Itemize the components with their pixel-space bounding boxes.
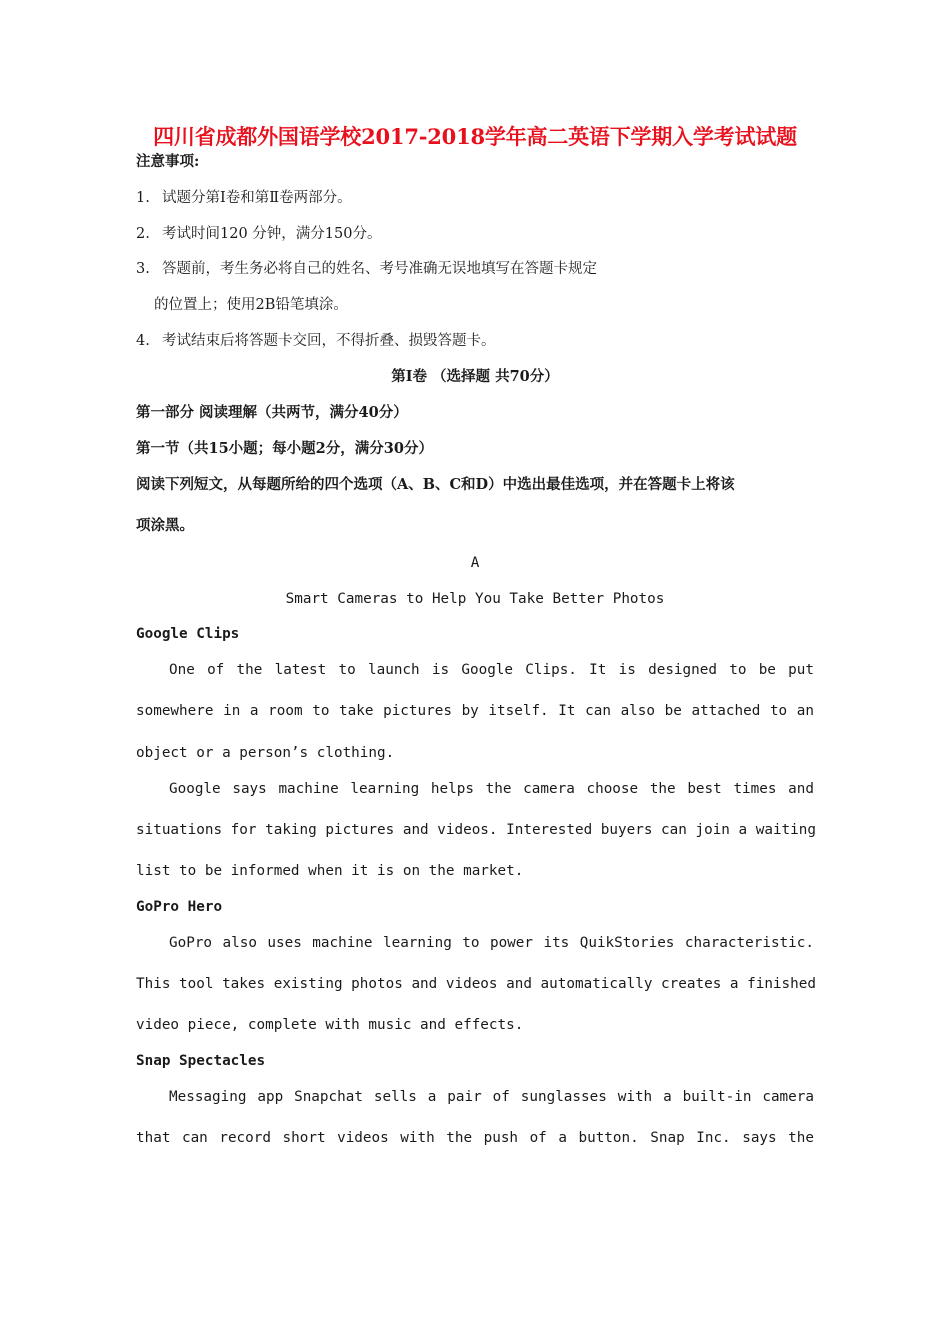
notice-item-number: 3. (136, 261, 150, 277)
notice-heading: 注意事项: (136, 153, 200, 170)
notice-item-3-continued (154, 295, 348, 315)
passage-label: A (470, 555, 480, 571)
notice-item-number: 2. (136, 226, 150, 242)
paragraph-line: GoPro also uses machine learning to power its QuikStories characteristic. (169, 935, 814, 951)
notice-item-1 (136, 188, 352, 208)
passage-title: Smart Cameras to Help You Take Better Photos (285, 591, 665, 607)
paragraph-line: Google says machine learning helps the camera choose the best times and (169, 781, 814, 797)
paragraph-line: list to be informed when it is on the market. (136, 863, 524, 879)
paragraph-line: situations for taking pictures and videos. Interested buyers can join a waiting (136, 822, 816, 838)
section-title: 第Ⅰ卷 （选择题 共70分） (391, 368, 559, 385)
section-heading-gopro-hero: GoPro Hero (136, 899, 223, 915)
notice-item-text: 考试时间120 分钟，满分150分。 (162, 226, 382, 242)
section-heading-google-clips: Google Clips (136, 626, 240, 642)
paragraph-line: One of the latest to launch is Google Clips. It is designed to be put (169, 662, 814, 678)
part-title: 第一部分 阅读理解（共两节，满分40分） (136, 404, 408, 421)
notice-item-text: 试题分第Ⅰ卷和第Ⅱ卷两部分。 (162, 190, 352, 206)
instruction-line-1: 阅读下列短文，从每题所给的四个选项（A、B、C和D）中选出最佳选项，并在答题卡上将该 (136, 476, 735, 493)
subsection-title: 第一节（共15小题；每小题2分，满分30分） (136, 440, 433, 457)
notice-item-text: 考试结束后将答题卡交回，不得折叠、损毁答题卡。 (162, 333, 496, 349)
paragraph-line: somewhere in a room to take pictures by itself. It can also be attached to an (136, 703, 814, 719)
document-title: 四川省成都外国语学校2017-2018学年高二英语下学期入学考试试题 (153, 124, 797, 149)
notice-item-number: 1. (136, 190, 150, 206)
notice-item-number: 4. (136, 333, 150, 349)
section-heading-snap-spectacles: Snap Spectacles (136, 1053, 266, 1069)
paragraph-line: This tool takes existing photos and videos and automatically creates a finished (136, 976, 816, 992)
notice-item-text: 答题前，考生务必将自己的姓名、考号准确无误地填写在答题卡规定 (162, 261, 597, 277)
paragraph-line: Messaging app Snapchat sells a pair of sunglasses with a built-in camera (169, 1089, 814, 1105)
notice-item-text: 的位置上；使用2B铅笔填涂。 (154, 297, 348, 313)
paragraph-line: object or a person’s clothing. (136, 745, 395, 761)
notice-item-3 (136, 259, 597, 279)
paragraph-line: that can record short videos with the push of a button. Snap Inc. says the (136, 1130, 814, 1146)
notice-item-4 (136, 331, 496, 351)
paragraph-line: video piece, complete with music and effects. (136, 1017, 524, 1033)
instruction-line-2: 项涂黑。 (136, 517, 194, 534)
notice-item-2 (136, 224, 381, 244)
